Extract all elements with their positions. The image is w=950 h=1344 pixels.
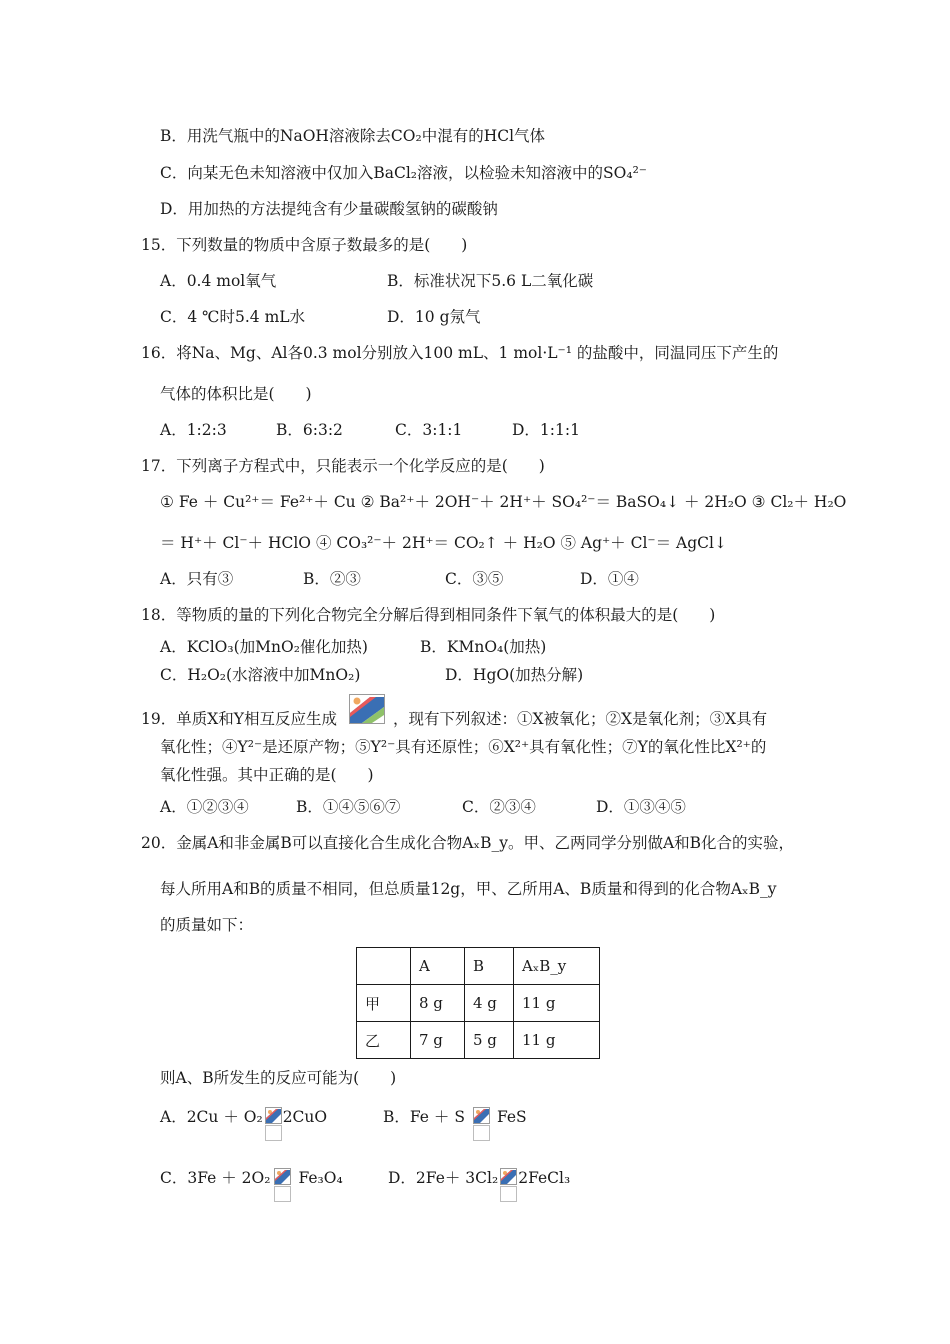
table-header-cell: B bbox=[465, 948, 514, 985]
q14-option-c: C．向某无色未知溶液中仅加入BaCl₂溶液，以检验未知溶液中的SO₄²⁻ bbox=[160, 164, 647, 182]
q20-option-c bbox=[160, 1168, 343, 1202]
q20-option-a-reactants: A．2Cu ＋ O₂ bbox=[160, 1108, 263, 1126]
table-cell: 4 g bbox=[465, 985, 514, 1022]
q18-option-b: B．KMnO₄(加热) bbox=[420, 638, 547, 656]
q16-option-b: B．6:3:2 bbox=[276, 421, 343, 439]
q19-option-c: C．②③④ bbox=[462, 798, 536, 816]
reaction-image-placeholder bbox=[349, 694, 385, 724]
q17-option-c: C．③⑤ bbox=[445, 570, 504, 588]
table-cell: 7 g bbox=[411, 1022, 465, 1059]
q17-option-b: B．②③ bbox=[303, 570, 361, 588]
table-row bbox=[357, 1022, 600, 1059]
broken-image-icon bbox=[266, 1108, 281, 1123]
q20-option-c-reactants: C．3Fe ＋ 2O₂ bbox=[160, 1169, 271, 1187]
q17-option-a: A．只有③ bbox=[160, 570, 234, 588]
q16-option-a: A．1:2:3 bbox=[160, 421, 227, 439]
q19-option-d: D．①③④⑤ bbox=[596, 798, 686, 816]
q18-option-a: A．KClO₃(加MnO₂催化加热) bbox=[160, 638, 368, 656]
q20-stem-line1: 20．金属A和非金属B可以直接化合生成化合物AₓB_y。甲、乙两同学分别做A和B化合的实验， bbox=[141, 834, 795, 852]
q19-option-b: B．①④⑤⑥⑦ bbox=[296, 798, 401, 816]
q20-option-b bbox=[383, 1107, 527, 1141]
q19-stem-part1: 19．单质X和Y相互反应生成 bbox=[141, 710, 337, 728]
broken-image-icon bbox=[275, 1169, 290, 1184]
q16-stem-line1: 16．将Na、Mg、Al各0.3 mol分别放入100 mL、1 mol·L⁻¹ 的盐酸中，同温同压下产生的 bbox=[141, 344, 779, 362]
table-cell: 5 g bbox=[465, 1022, 514, 1059]
q16-stem-line2: 气体的体积比是( ) bbox=[160, 385, 312, 403]
q15-option-a: A．0.4 mol氧气 bbox=[160, 272, 277, 290]
q15-option-b: B．标准状况下5.6 L二氧化碳 bbox=[387, 272, 594, 290]
q16-option-c: C．3:1:1 bbox=[395, 421, 463, 439]
q15-stem: 15．下列数量的物质中含原子数最多的是( ) bbox=[141, 236, 468, 254]
broken-image-icon bbox=[474, 1108, 489, 1123]
table-header-cell: AₓB_y bbox=[514, 948, 600, 985]
q19-stem-line3: 氧化性强。其中正确的是( ) bbox=[160, 766, 374, 784]
table-cell: 甲 bbox=[357, 985, 411, 1022]
condition-image-placeholder bbox=[473, 1107, 489, 1141]
q18-stem: 18．等物质的量的下列化合物完全分解后得到相同条件下氧气的体积最大的是( ) bbox=[141, 606, 716, 624]
q17-equation-line1: ① Fe ＋ Cu²⁺＝ Fe²⁺＋ Cu ② Ba²⁺＋ 2OH⁻＋ 2H⁺＋ SO₄²⁻＝ BaSO₄↓ ＋ 2H₂O ③ Cl₂＋ H₂O bbox=[160, 493, 847, 511]
q15-option-d: D．10 g氖气 bbox=[387, 308, 481, 326]
q20-stem-line3: 的质量如下： bbox=[160, 916, 254, 934]
q20-option-a-product: 2CuO bbox=[282, 1108, 328, 1126]
q20-ask: 则A、B所发生的反应可能为( ) bbox=[160, 1069, 397, 1087]
q15-option-c: C．4 ℃时5.4 mL水 bbox=[160, 308, 306, 326]
q14-option-b: B．用洗气瓶中的NaOH溶液除去CO₂中混有的HCl气体 bbox=[160, 127, 546, 145]
q20-option-c-product: Fe₃O₄ bbox=[298, 1169, 343, 1187]
q16-option-d: D．1:1:1 bbox=[512, 421, 580, 439]
condition-image-placeholder bbox=[265, 1107, 281, 1141]
table-cell: 8 g bbox=[411, 985, 465, 1022]
q20-option-d bbox=[388, 1168, 570, 1202]
q18-option-c: C．H₂O₂(水溶液中加MnO₂) bbox=[160, 666, 361, 684]
table-cell: 乙 bbox=[357, 1022, 411, 1059]
q19-stem-part2: ，现有下列叙述：①X被氧化；②X是氧化剂；③X具有 bbox=[393, 710, 768, 728]
q20-option-d-product: 2FeCl₃ bbox=[518, 1169, 571, 1187]
q17-stem: 17．下列离子方程式中，只能表示一个化学反应的是( ) bbox=[141, 457, 545, 475]
table-cell: 11 g bbox=[514, 1022, 600, 1059]
table-header-row bbox=[357, 948, 600, 985]
q19-stem-line2: 氧化性；④Y²⁻是还原产物；⑤Y²⁻具有还原性；⑥X²⁺具有氧化性；⑦Y的氧化性比X²⁺的 bbox=[160, 738, 767, 756]
q20-option-b-reactants: B．Fe ＋ S bbox=[383, 1108, 465, 1126]
q18-option-d: D．HgO(加热分解) bbox=[445, 666, 584, 684]
table-row bbox=[357, 985, 600, 1022]
q14-option-d: D．用加热的方法提纯含有少量碳酸氢钠的碳酸钠 bbox=[160, 200, 498, 218]
q20-option-a bbox=[160, 1107, 327, 1141]
table-header-cell bbox=[357, 948, 411, 985]
table-header-cell: A bbox=[411, 948, 465, 985]
q20-stem-line2: 每人所用A和B的质量不相同，但总质量12g，甲、乙所用A、B质量和得到的化合物AₓB_y bbox=[160, 880, 777, 898]
q17-equation-line2: ＝ H⁺＋ Cl⁻＋ HClO ④ CO₃²⁻＋ 2H⁺＝ CO₂↑ ＋ H₂O ⑤ Ag⁺＋ Cl⁻＝ AgCl↓ bbox=[160, 534, 727, 552]
condition-image-placeholder bbox=[274, 1168, 290, 1202]
table-cell: 11 g bbox=[514, 985, 600, 1022]
mass-data-table bbox=[356, 947, 600, 1059]
broken-image-icon bbox=[501, 1169, 516, 1184]
q20-option-b-product: FeS bbox=[496, 1108, 527, 1126]
q20-option-d-reactants: D．2Fe＋ 3Cl₂ bbox=[388, 1169, 499, 1187]
broken-image-icon bbox=[350, 695, 384, 723]
condition-image-placeholder bbox=[500, 1168, 516, 1202]
q17-option-d: D．①④ bbox=[580, 570, 639, 588]
q19-option-a: A．①②③④ bbox=[160, 798, 249, 816]
